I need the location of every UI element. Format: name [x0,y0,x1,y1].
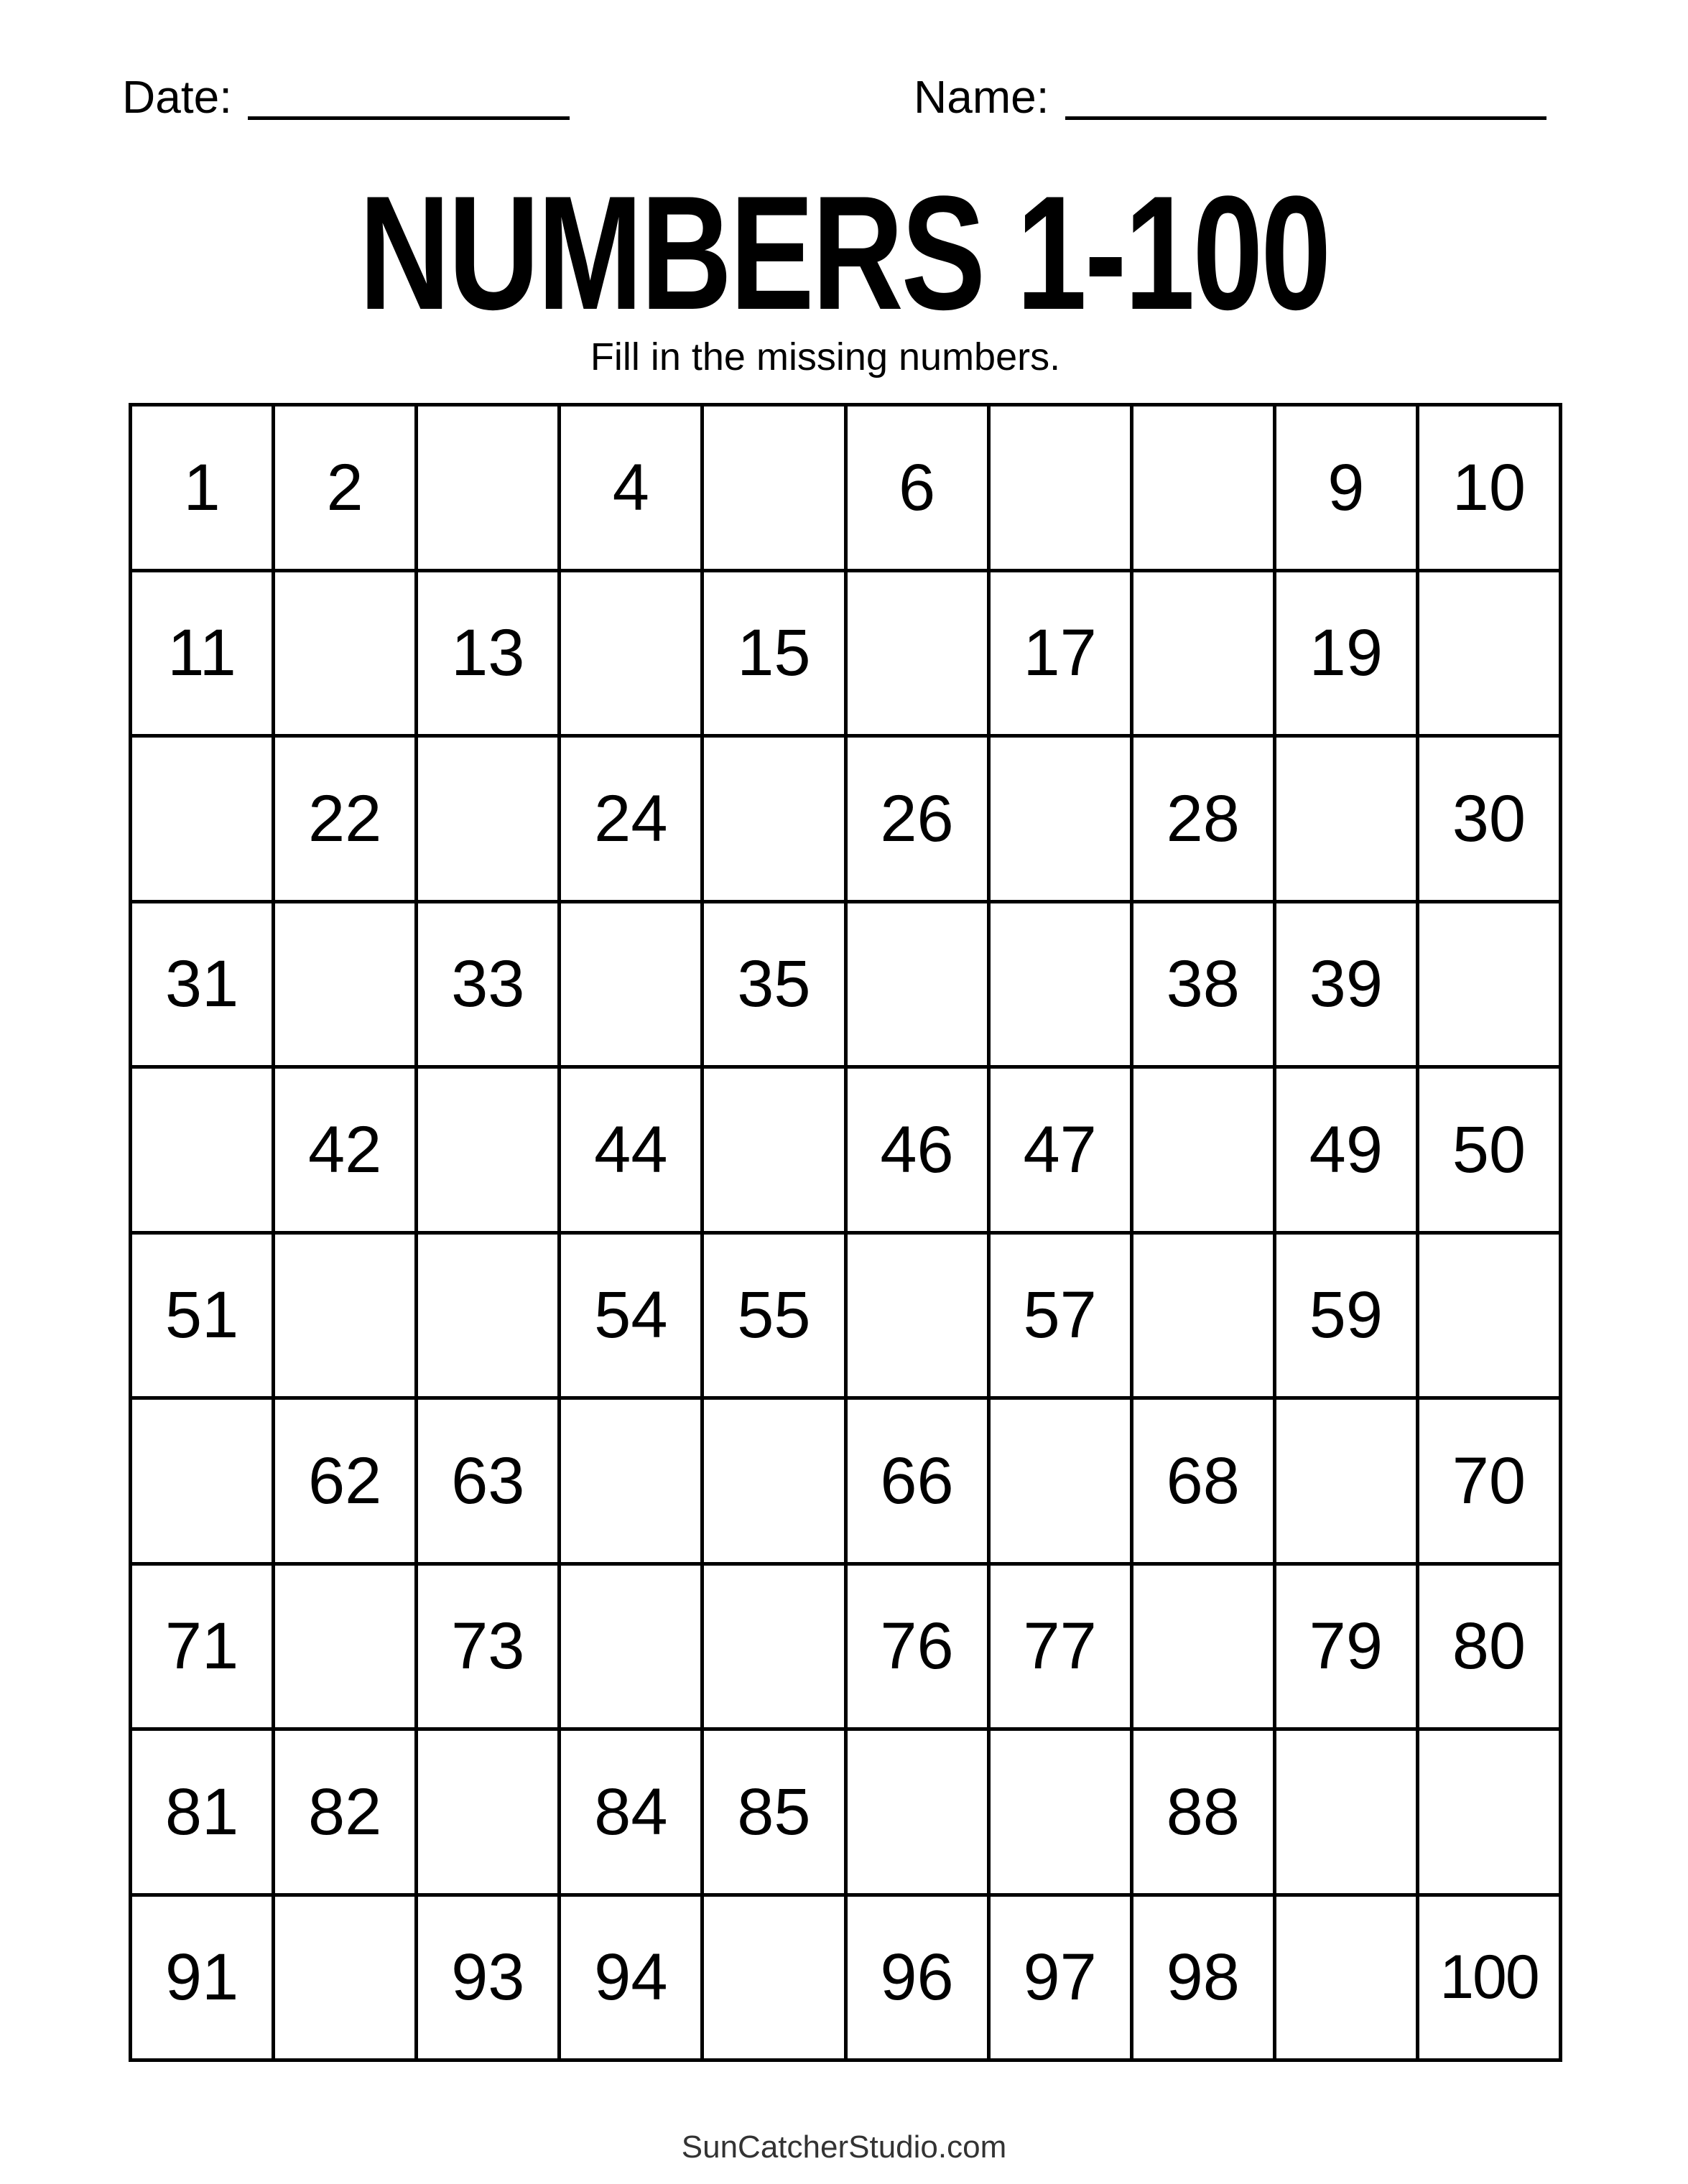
number-cell: 57 [991,1235,1133,1400]
number-cell: 4 [561,406,704,572]
number-cell: 28 [1133,738,1276,903]
date-field[interactable] [122,66,570,126]
date-blank-line[interactable] [248,73,570,120]
number-cell: 77 [991,1566,1133,1732]
number-cell: 93 [418,1897,561,2063]
number-cell: 51 [132,1235,275,1400]
blank-number-cell[interactable] [704,738,847,903]
number-cell: 68 [1133,1400,1276,1566]
number-cell: 15 [704,572,847,738]
number-cell: 49 [1276,1069,1419,1235]
number-cell: 71 [132,1566,275,1732]
date-label: Date: [122,71,232,123]
number-cell: 31 [132,903,275,1069]
blank-number-cell[interactable] [1133,572,1276,738]
blank-number-cell[interactable] [991,903,1133,1069]
number-cell: 100 [1419,1897,1562,2063]
blank-number-cell[interactable] [1419,1731,1562,1897]
number-cell: 63 [418,1400,561,1566]
number-cell: 98 [1133,1897,1276,2063]
blank-number-cell[interactable] [991,1400,1133,1566]
number-cell: 35 [704,903,847,1069]
blank-number-cell[interactable] [704,1069,847,1235]
worksheet-title: NUMBERS 1-100 [358,162,1330,343]
blank-number-cell[interactable] [1276,1897,1419,2063]
blank-number-cell[interactable] [1133,1566,1276,1732]
blank-number-cell[interactable] [704,1566,847,1732]
blank-number-cell[interactable] [561,1566,704,1732]
number-cell: 88 [1133,1731,1276,1897]
blank-number-cell[interactable] [1133,1069,1276,1235]
number-cell: 6 [848,406,991,572]
blank-number-cell[interactable] [1419,903,1562,1069]
number-cell: 24 [561,738,704,903]
number-cell: 13 [418,572,561,738]
number-cell: 11 [132,572,275,738]
number-cell: 1 [132,406,275,572]
number-cell: 54 [561,1235,704,1400]
blank-number-cell[interactable] [1133,1235,1276,1400]
blank-number-cell[interactable] [848,1731,991,1897]
number-cell: 17 [991,572,1133,738]
blank-number-cell[interactable] [275,903,418,1069]
name-blank-line[interactable] [1065,73,1546,120]
blank-number-cell[interactable] [704,406,847,572]
blank-number-cell[interactable] [275,1235,418,1400]
blank-number-cell[interactable] [418,1731,561,1897]
number-cell: 59 [1276,1235,1419,1400]
number-cell: 46 [848,1069,991,1235]
number-cell: 79 [1276,1566,1419,1732]
blank-number-cell[interactable] [561,903,704,1069]
blank-number-cell[interactable] [418,406,561,572]
blank-number-cell[interactable] [275,1566,418,1732]
number-cell: 10 [1419,406,1562,572]
blank-number-cell[interactable] [1276,738,1419,903]
blank-number-cell[interactable] [561,1400,704,1566]
blank-number-cell[interactable] [418,738,561,903]
number-cell: 97 [991,1897,1133,2063]
blank-number-cell[interactable] [132,1400,275,1566]
number-cell: 22 [275,738,418,903]
hundreds-chart-grid [129,403,1562,2062]
blank-number-cell[interactable] [848,572,991,738]
number-cell: 33 [418,903,561,1069]
blank-number-cell[interactable] [704,1897,847,2063]
name-label: Name: [914,71,1049,123]
number-cell: 82 [275,1731,418,1897]
footer-credit: SunCatcherStudio.com [681,2129,1007,2165]
blank-number-cell[interactable] [991,406,1133,572]
number-cell: 39 [1276,903,1419,1069]
number-cell: 44 [561,1069,704,1235]
number-cell: 62 [275,1400,418,1566]
number-cell: 47 [991,1069,1133,1235]
blank-number-cell[interactable] [704,1400,847,1566]
number-cell: 91 [132,1897,275,2063]
blank-number-cell[interactable] [275,572,418,738]
blank-number-cell[interactable] [132,738,275,903]
blank-number-cell[interactable] [1419,1235,1562,1400]
number-cell: 70 [1419,1400,1562,1566]
number-cell: 84 [561,1731,704,1897]
blank-number-cell[interactable] [848,1235,991,1400]
blank-number-cell[interactable] [1133,406,1276,572]
number-cell: 85 [704,1731,847,1897]
blank-number-cell[interactable] [991,1731,1133,1897]
number-cell: 42 [275,1069,418,1235]
number-cell: 94 [561,1897,704,2063]
blank-number-cell[interactable] [1419,572,1562,738]
number-cell: 66 [848,1400,991,1566]
blank-number-cell[interactable] [275,1897,418,2063]
number-cell: 30 [1419,738,1562,903]
worksheet-instructions: Fill in the missing numbers. [590,335,1061,378]
blank-number-cell[interactable] [418,1069,561,1235]
number-cell: 96 [848,1897,991,2063]
number-cell: 19 [1276,572,1419,738]
blank-number-cell[interactable] [561,572,704,738]
number-cell: 73 [418,1566,561,1732]
number-cell: 26 [848,738,991,903]
number-cell: 81 [132,1731,275,1897]
blank-number-cell[interactable] [991,738,1133,903]
number-cell: 2 [275,406,418,572]
blank-number-cell[interactable] [418,1235,561,1400]
blank-number-cell[interactable] [1276,1731,1419,1897]
number-cell: 76 [848,1566,991,1732]
blank-number-cell[interactable] [132,1069,275,1235]
number-cell: 55 [704,1235,847,1400]
blank-number-cell[interactable] [848,903,991,1069]
blank-number-cell[interactable] [1276,1400,1419,1566]
name-field[interactable] [914,66,1546,126]
number-cell: 38 [1133,903,1276,1069]
number-cell: 9 [1276,406,1419,572]
number-cell: 80 [1419,1566,1562,1732]
number-cell: 50 [1419,1069,1562,1235]
